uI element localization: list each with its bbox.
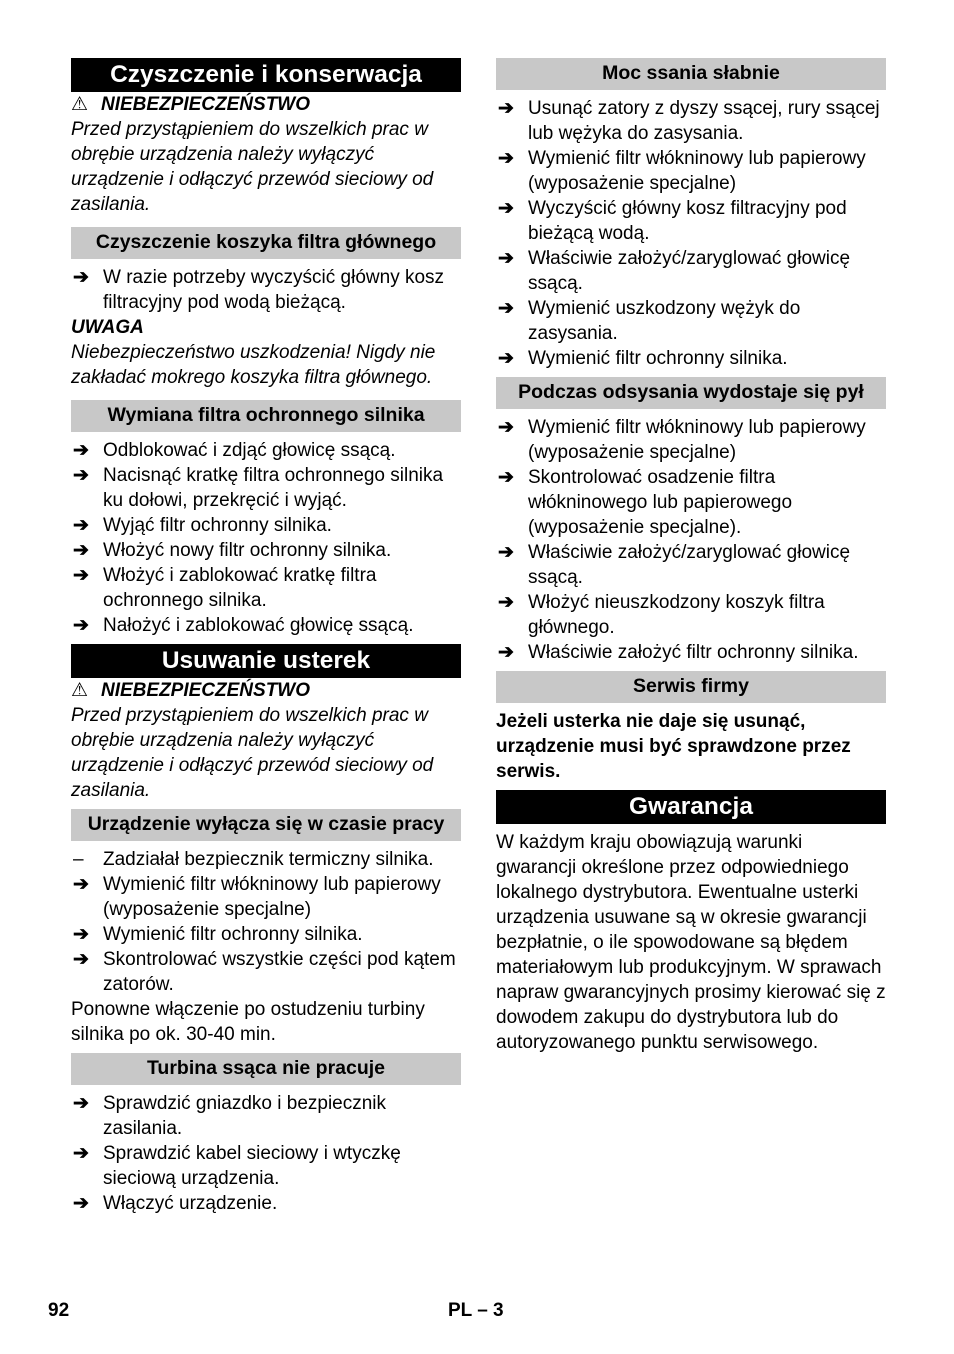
restart-text: Ponowne włączenie po ostudzeniu turbiny silnika po ok. 30-40 min. [71,999,425,1045]
list-item: ➔ Odblokować i zdjąć głowicę ssącą. [73,440,396,461]
note-text: Niebezpieczeństwo uszkodzenia! Nigdy nie zakładać mokrego koszyka filtra głównego. [71,342,436,388]
arrow-right-icon: ➔ [73,1093,89,1114]
list-item: – Zadziałał bezpiecznik termiczny silnika. [73,849,434,870]
arrow-right-icon: ➔ [498,198,514,219]
bullet-list [496,415,886,665]
list-item: ➔ Nacisnąć kratkę filtra ochronnego silnika ku dołowi, przekręcić i wyjąć. [73,465,444,511]
section-title-warranty: Gwarancja [496,790,886,824]
section-title-troubleshooting: Usuwanie usterek [71,644,461,678]
dash-marker: – [73,849,84,870]
warning-triangle-icon: ⚠ [71,94,89,115]
language-page-label: PL – 3 [448,1300,504,1321]
list-item: ➔ Usunąć zatory z dyszy ssącej, rury ssącej lub wężyka do zasysania. [498,98,880,144]
arrow-right-icon: ➔ [73,540,89,561]
page-number: 92 [48,1300,70,1321]
arrow-right-icon: ➔ [73,465,89,486]
list-item: ➔ Wymienić filtr włókninowy lub papierowy (wyposażenie specjalne) [498,417,866,463]
arrow-right-icon: ➔ [498,248,514,269]
list-item: ➔ Wymienić filtr włókninowy lub papierowy (wyposażenie specjalne) [498,148,866,194]
arrow-right-icon: ➔ [73,615,89,636]
arrow-right-icon: ➔ [73,874,89,895]
subsection-title-device-switches-off: Urządzenie wyłącza się w czasie pracy [71,809,461,841]
arrow-right-icon: ➔ [498,467,514,488]
list-item: ➔ Skontrolować wszystkie części pod kątem zatorów. [73,949,456,995]
warranty-text: W każdym kraju obowiązują warunki gwarancji określone przez odpowiedniego lokalnego dystrybutora. Ewentualne usterki urządzenia usuwane są w okresie gwarancji bezpłatnie, o ile spowodowane są błędem materiałowym lub produkcyjnym. W sprawach napraw gwarancyjnych prosimy kierować się z dowodem zakupu do dystrybutora lub do autoryzowanego punktu serwisowego. [496,832,886,1053]
list-item: ➔ Wymienić filtr ochronny silnika. [498,348,788,369]
list-item: ➔ Włożyć i zablokować kratkę filtra ochronnego silnika. [73,565,377,611]
list-item: ➔ W razie potrzeby wyczyścić główny kosz filtracyjny pod wodą bieżącą. [73,267,445,313]
danger-label [71,678,461,703]
bullet-list [71,1091,461,1216]
danger-label-text: NIEBEZPIECZEŃSTWO [101,94,311,115]
danger-text: Przed przystąpieniem do wszelkich prac w obrębie urządzenia należy wyłączyć urządzenie i odłączyć przewód sieciowy od zasilania. [71,119,434,215]
danger-label [71,92,461,117]
list-item: ➔ Nałożyć i zablokować głowicę ssącą. [73,615,414,636]
subsection-title-motor-filter: Wymiana filtra ochronnego silnika [71,400,461,432]
arrow-right-icon: ➔ [73,1193,89,1214]
subsection-title-turbine-not-working: Turbina ssąca nie pracuje [71,1053,461,1085]
list-item: ➔ Właściwie założyć/zaryglować głowicę ssącą. [498,542,851,588]
bullet-list [71,847,461,997]
subsection-title-filter-basket: Czyszczenie koszyka filtra głównego [71,227,461,259]
note-label: UWAGA [71,317,144,338]
danger-label-text: NIEBEZPIECZEŃSTWO [101,680,311,701]
list-item: ➔ Włączyć urządzenie. [73,1193,278,1214]
list-item: ➔ Wymienić filtr włókninowy lub papierowy (wyposażenie specjalne) [73,874,441,920]
arrow-right-icon: ➔ [498,298,514,319]
arrow-right-icon: ➔ [498,592,514,613]
list-item: ➔ Włożyć nieuszkodzony koszyk filtra głównego. [498,592,825,638]
list-item: ➔ Sprawdzić kabel sieciowy i wtyczkę sieciową urządzenia. [73,1143,401,1189]
left-column [71,58,461,1216]
list-item: ➔ Skontrolować osadzenie filtra włókninowego lub papierowego (wyposażenie specjalne). [498,467,793,538]
list-item: ➔ Włożyć nowy filtr ochronny silnika. [73,540,392,561]
warning-triangle-icon: ⚠ [71,680,89,701]
arrow-right-icon: ➔ [73,924,89,945]
arrow-right-icon: ➔ [498,148,514,169]
arrow-right-icon: ➔ [73,565,89,586]
arrow-right-icon: ➔ [73,267,89,288]
list-item: ➔ Wyczyścić główny kosz filtracyjny pod bieżącą wodą. [498,198,847,244]
arrow-right-icon: ➔ [498,417,514,438]
arrow-right-icon: ➔ [73,949,89,970]
list-item: ➔ Wyjąć filtr ochronny silnika. [73,515,332,536]
list-item: ➔ Właściwie założyć/zaryglować głowicę ssącą. [498,248,851,294]
list-item: ➔ Właściwie założyć filtr ochronny silnika. [498,642,859,663]
list-item: ➔ Wymienić uszkodzony wężyk do zasysania. [498,298,801,344]
bullet-list [71,438,461,638]
danger-text: Przed przystąpieniem do wszelkich prac w obrębie urządzenia należy wyłączyć urządzenie i odłączyć przewód sieciowy od zasilania. [71,705,434,801]
bullet-list [71,265,461,315]
arrow-right-icon: ➔ [498,98,514,119]
section-title-maintenance: Czyszczenie i konserwacja [71,58,461,92]
arrow-right-icon: ➔ [73,1143,89,1164]
service-text: Jeżeli usterka nie daje się usunąć, urządzenie musi być sprawdzone przez serwis. [496,711,851,782]
arrow-right-icon: ➔ [498,542,514,563]
right-column [496,58,886,1055]
arrow-right-icon: ➔ [73,440,89,461]
list-item: ➔ Sprawdzić gniazdko i bezpiecznik zasilania. [73,1093,387,1139]
bullet-list [496,96,886,371]
subsection-title-service: Serwis firmy [496,671,886,703]
subsection-title-dust-escapes: Podczas odsysania wydostaje się pył [496,377,886,409]
arrow-right-icon: ➔ [73,515,89,536]
arrow-right-icon: ➔ [498,642,514,663]
list-item: ➔ Wymienić filtr ochronny silnika. [73,924,363,945]
arrow-right-icon: ➔ [498,348,514,369]
subsection-title-suction-weakens: Moc ssania słabnie [496,58,886,90]
